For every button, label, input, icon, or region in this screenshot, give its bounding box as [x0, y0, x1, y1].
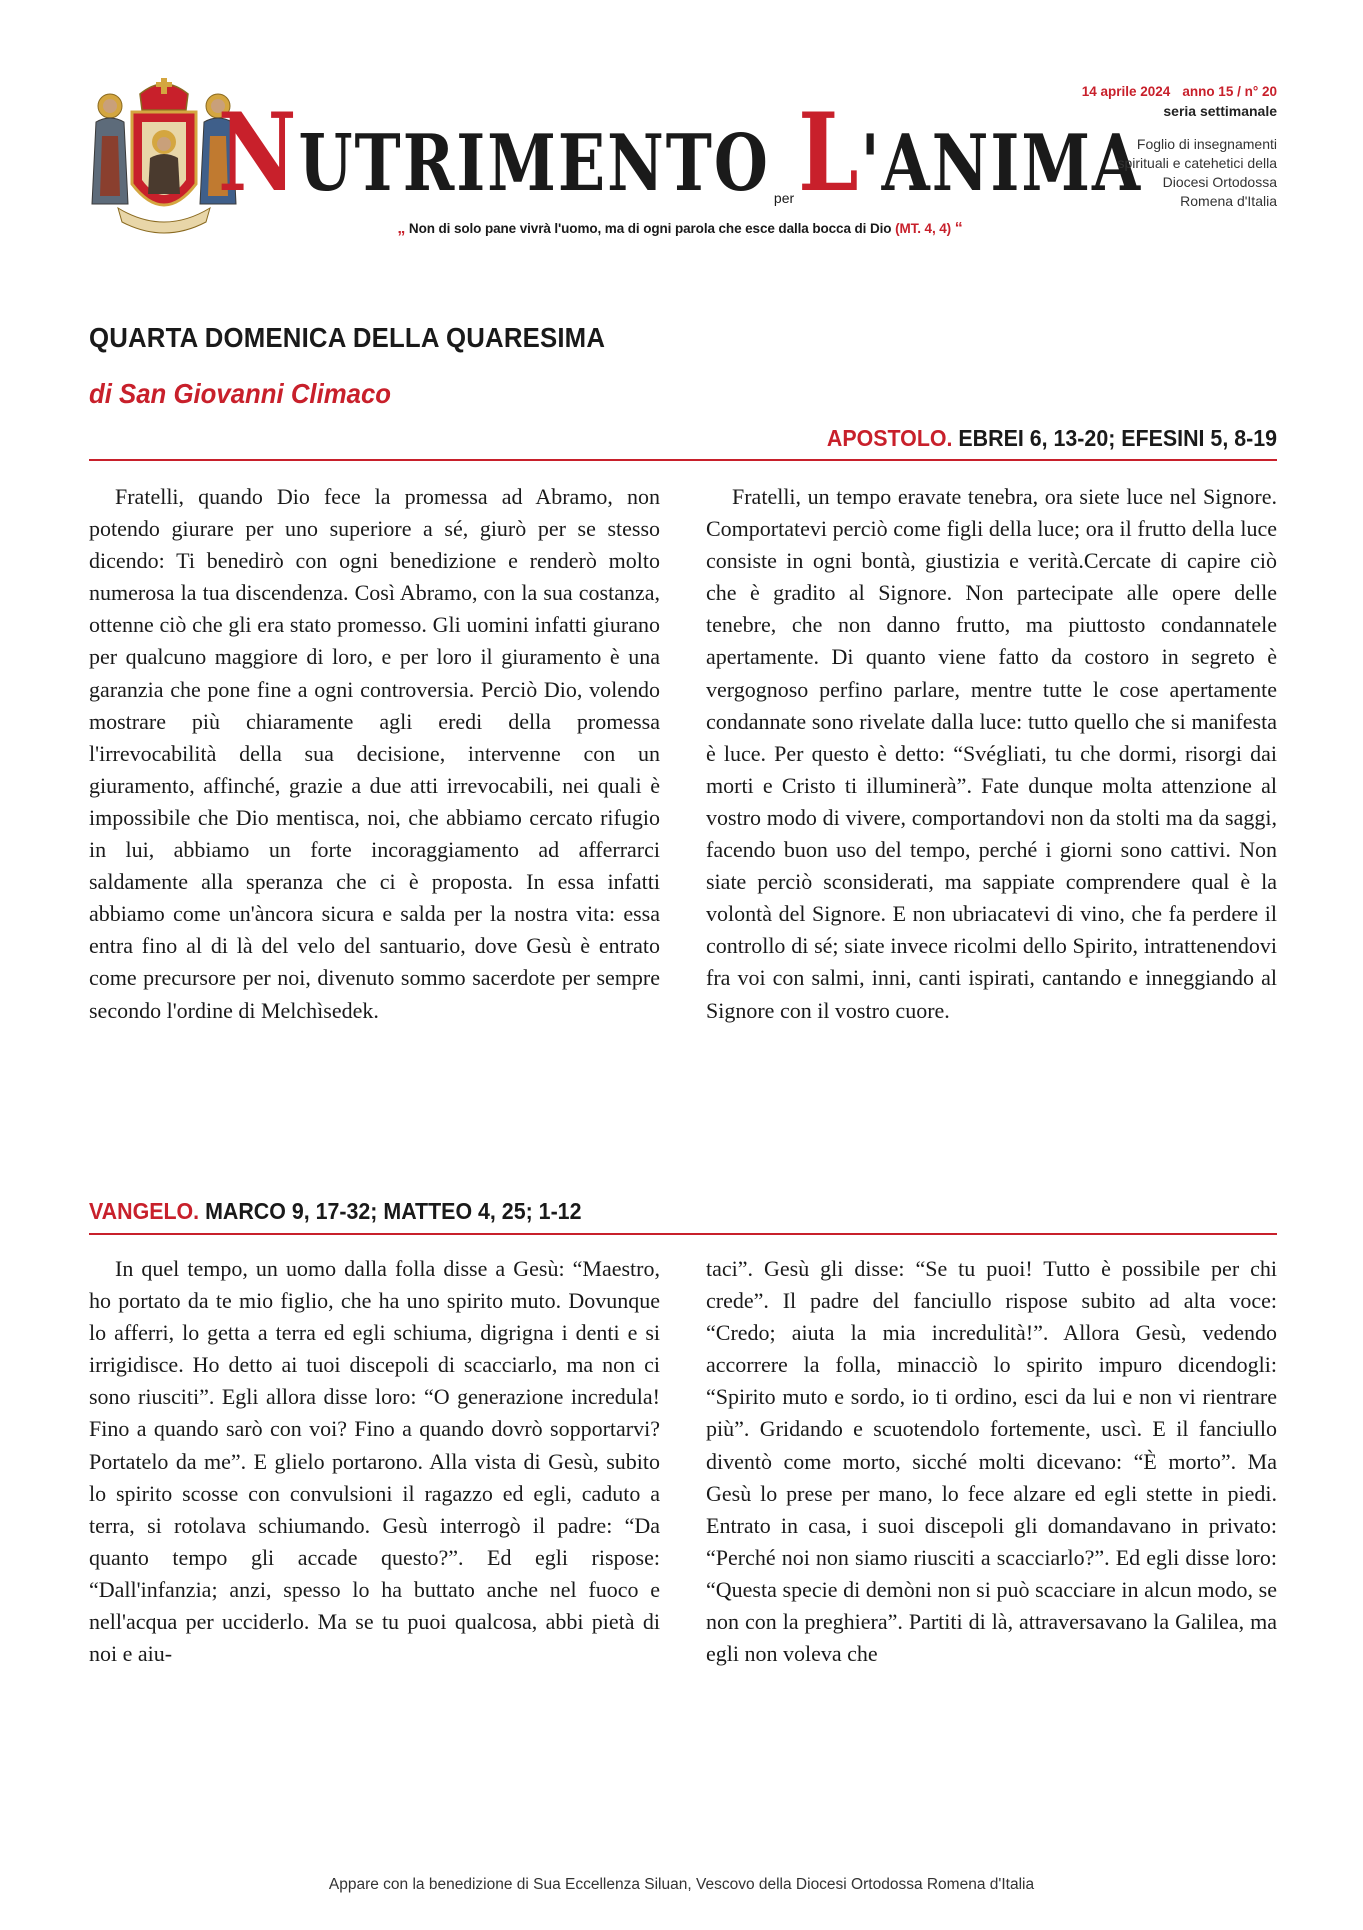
vangelo-paragraph-1: In quel tempo, un uomo dalla folla disse a Gesù: “Maestro, ho portato da te mio figlio, che ha uno spirito muto. Dovunque lo afferri, lo getta a terra ed egli schiuma, digrigna i denti e si irrigidisce. Ho detto ai tuoi discepoli di scacciarlo, ma non ci sono riusciti”. Egli allora disse loro: “O generazione incredula! Fino a quando sarò con voi? Fino a quando dovrò sopportarvi? Portatelo da me”. E glielo portarono. Alla vista di Gesù, subito lo spirito scosse con convulsioni il ragazzo ed egli, caduto a terra, si rotolava schiumando. Gesù interrogò il padre: “Da quanto tempo gli accade questo?”. Ed egli rispose: “Dall'infanzia; anzi, spesso lo ha buttato anche nel fuoco e nell'acqua per ucciderlo. Ma se tu puoi qualcosa, abbi pietà di noi e aiu-: [89, 1256, 660, 1667]
page-title: QUARTA DOMENICA DELLA QUARESIMA: [89, 322, 606, 353]
apostolo-divider: [89, 459, 1277, 461]
issue-number: anno 15 / n° 20: [1182, 84, 1277, 99]
vangelo-right-column: [706, 1253, 1277, 1670]
motto-text: Non di solo pane vivrà l'uomo, ma di ogni parola che esce dalla bocca di Dio: [408, 221, 892, 236]
masthead-word-rest: UTRIMENTO: [298, 117, 770, 209]
apostolo-heading: [827, 425, 1277, 452]
issue-series: seria settimanale: [1163, 103, 1277, 119]
issue-info: [1082, 84, 1277, 211]
masthead-title: [217, 90, 1143, 217]
vangelo-paragraph-2: taci”. Gesù gli disse: “Se tu puoi! Tutto è possibile per chi crede”. Il padre del fanciullo rispose subito ad alta voce: “Credo; aiuta la mia incredulità!”. Allora Gesù, vedendo accorrere la folla, minacciò lo spirito impuro dicendogli: “Spirito muto e sordo, io ti ordino, esci da lui e non vi rientrare più”. Gridando e scuotendolo fortemente, uscì. E il fanciullo diventò come morto, sicché molti dicevano: “È morto”. Ma Gesù lo prese per mano, lo fece alzare ed egli stette in piedi. Entrato in casa, i suoi discepoli gli domandavano in privato: “Perché noi non siamo riusciti a scacciarlo?”. Ed egli disse loro: “Questa specie di demòni non si può scacciare in alcun modo, se non con la preghiera”. Partiti di là, attraversavano la Galilea, ma egli non voleva che: [706, 1256, 1277, 1667]
apostolo-paragraph-2: Fratelli, un tempo eravate tenebra, ora siete luce nel Signore. Comportatevi perciò come figli della luce; ora il frutto della luce consiste in ogni bontà, giustizia e verità.Cercate di capire ciò che è gradito al Signore. Non partecipate alle opere delle tenebre, che non danno frutto, ma piuttosto condannatele apertamente. Di quanto viene fatto da costoro in segreto è vergognoso perfino parlare, mentre tutte le cose apertamente condannate sono rivelate dalla luce: tutto quello che si manifesta è luce. Per questo è detto: “Svégliati, tu che dormi, risorgi dai morti e Cristo ti illuminerà”. Fate dunque molta attenzione al vostro modo di vivere, comportandovi non da stolti ma da saggi, facendo buon uso del tempo, perché i giorni sono cattivi. Non siate perciò sconsiderati, ma sappiate comprendere qual è la volontà del Signore. E non ubriacatevi di vino, che fa perdere il controllo di sé; siate invece ricolmi dello Spirito, intrattenendovi fra voi con salmi, inni, canti ispirati, cantando e inneggiando al Signore con il vostro cuore.: [706, 484, 1277, 1023]
masthead-word-rest-2: 'ANIMA: [860, 117, 1143, 209]
issue-description: Foglio di insegnamenti spirituali e catehetici della Diocesi Ortodossa Romena d'Italia: [1117, 136, 1277, 209]
motto-reference: (MT. 4, 4): [895, 221, 952, 236]
motto: [320, 220, 1040, 238]
masthead-initial-l: L: [798, 90, 861, 217]
motto-quote-open: „: [397, 220, 406, 237]
author-line: di San Giovanni Climaco: [89, 378, 392, 409]
masthead-initial-n: N: [217, 90, 299, 217]
vangelo-label: VANGELO.: [89, 1198, 200, 1224]
masthead-per: per: [773, 190, 795, 206]
issue-line: [1082, 84, 1277, 99]
vangelo-divider: [89, 1233, 1277, 1235]
apostolo-paragraph-1: Fratelli, quando Dio fece la promessa ad Abramo, non potendo giurare per uno superiore a sé, giurò per se stesso dicendo: Ti benedirò con ogni benedizione e renderò molto numerosa la tua discendenza. Così Abramo, con la sua costanza, ottenne ciò che gli era stato promesso. Gli uomini infatti giurano per qualcuno maggiore di loro, e per loro il giuramento è una garanzia che pone fine a ogni controversia. Perciò Dio, volendo mostrare più chiaramente agli eredi della promessa l'irrevocabilità della sua decisione, intervenne con un giuramento, affinché, grazie a due atti irrevocabili, nei quali è impossibile che Dio mentisca, noi, che abbiamo cercato rifugio in lui, abbiamo un forte incoraggiamento ad afferrarci saldamente alla speranza che ci è proposta. In essa infatti abbiamo come un'àncora sicura e salda per la nostra vita: essa entra fino al di là del velo del santuario, dove Gesù è entrato come precursore per noi, divenuto sommo sacerdote per sempre secondo l'ordine di Melchìsedek.: [89, 484, 660, 1023]
vangelo-left-column: [89, 1253, 660, 1670]
footer-blessing: Appare con la benedizione di Sua Eccellenza Siluan, Vescovo della Diocesi Ortodossa Romena d'Italia: [328, 1876, 1035, 1893]
vangelo-reference: MARCO 9, 17-32; MATTEO 4, 25; 1-12: [205, 1198, 582, 1224]
masthead-word-nutrimento: [217, 90, 770, 217]
apostolo-reference: EBREI 6, 13-20; EFESINI 5, 8-19: [958, 425, 1277, 451]
apostolo-label: APOSTOLO.: [826, 425, 953, 451]
motto-quote-close: “: [954, 220, 963, 237]
issue-date: 14 aprile 2024: [1081, 84, 1171, 99]
apostolo-left-column: [89, 481, 660, 1027]
apostolo-right-column: [706, 481, 1277, 1027]
vangelo-heading: [89, 1198, 581, 1225]
